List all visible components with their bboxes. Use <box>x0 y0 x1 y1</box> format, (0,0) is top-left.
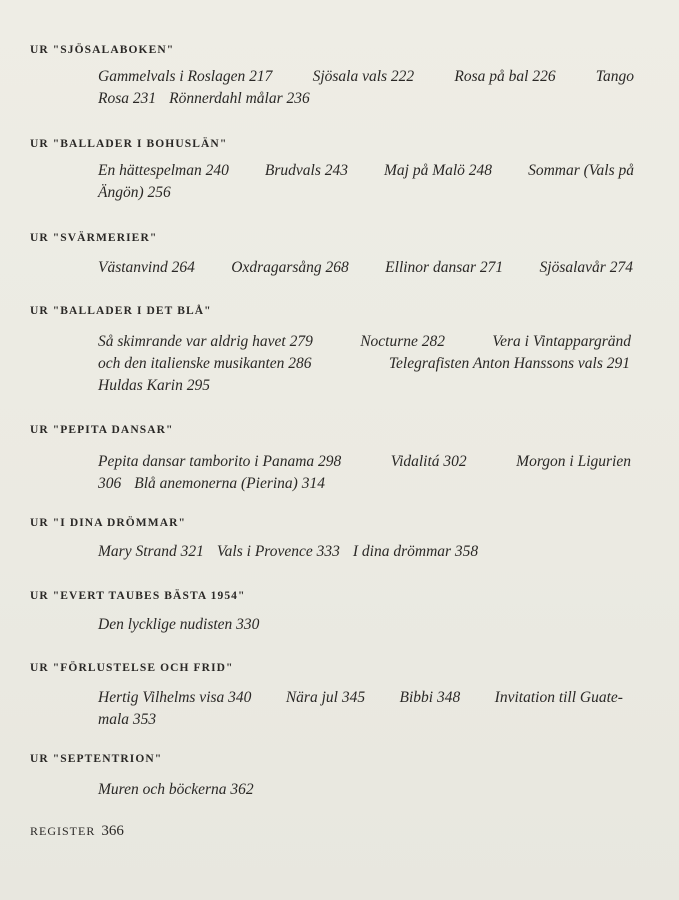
song-entry: Bibbi 348 <box>399 689 461 706</box>
section-entries <box>98 331 638 397</box>
entry-line <box>98 541 638 563</box>
song-entry: En hättespelman 240 <box>98 162 229 179</box>
section-heading: UR "SJÖSALABOKEN" <box>30 44 175 56</box>
song-entry: Brudvals 243 <box>264 162 348 179</box>
section-heading: UR "BALLADER I BOHUSLÄN" <box>30 138 228 150</box>
song-entry: Rosa på bal 226 <box>454 68 556 85</box>
entry-line <box>98 687 623 709</box>
register-page: 366 <box>101 823 124 839</box>
entry-line <box>98 257 633 279</box>
song-entry: Västanvind 264 <box>98 259 195 276</box>
entry-line <box>98 709 638 731</box>
song-entry: Gammelvals i Roslagen 217 <box>98 68 273 85</box>
song-entry: Ängön) 256 <box>98 184 171 201</box>
song-entry: Blå anemonerna (Pierina) 314 <box>134 475 325 492</box>
song-entry: Ellinor dansar 271 <box>385 259 504 276</box>
song-entry: Tango <box>595 68 634 85</box>
entry-line <box>98 473 638 495</box>
song-entry: Nocturne 282 <box>360 333 445 350</box>
song-entry: Huldas Karin 295 <box>98 377 210 394</box>
song-entry: Nära jul 345 <box>285 689 366 706</box>
song-entry: Invitation till Guate- <box>494 689 623 706</box>
song-entry: Rönnerdahl målar 236 <box>169 90 310 107</box>
song-entry: Telegrafisten Anton Hanssons vals 291 <box>388 355 630 372</box>
section-heading: UR "SVÄRMERIER" <box>30 232 158 244</box>
song-entry: mala 353 <box>98 711 157 728</box>
song-entry: Rosa 231 <box>98 90 157 107</box>
song-entry: Vidalitá 302 <box>390 453 467 470</box>
register-label: REGISTER <box>30 824 96 838</box>
song-entry: Pepita dansar tamborito i Panama 298 <box>98 453 342 470</box>
song-entry: Muren och böckerna 362 <box>98 781 254 798</box>
entry-line <box>98 331 631 353</box>
entry-line <box>98 88 638 110</box>
section-entries <box>98 779 638 801</box>
song-entry: I dina drömmar 358 <box>352 543 479 560</box>
section-heading: UR "I DINA DRÖMMAR" <box>30 517 187 529</box>
song-entry: och den italienske musikanten 286 <box>98 355 312 372</box>
entry-line <box>98 160 634 182</box>
section-entries <box>98 614 638 636</box>
song-entry: Sjösala vals 222 <box>312 68 415 85</box>
song-entry: Hertig Vilhelms visa 340 <box>98 689 252 706</box>
song-entry: Maj på Malö 248 <box>384 162 493 179</box>
section-entries <box>98 541 638 563</box>
song-entry: Sjösalavår 274 <box>539 259 633 276</box>
register-entry <box>30 823 124 840</box>
song-entry: Sommar (Vals på <box>528 162 634 179</box>
song-entry: Oxdragarsång 268 <box>231 259 349 276</box>
section-heading: UR "FÖRLUSTELSE OCH FRID" <box>30 662 234 674</box>
section-heading: UR "EVERT TAUBES BÄSTA 1954" <box>30 590 246 602</box>
song-entry: Vera i Vintappargränd <box>492 333 631 350</box>
section-entries <box>98 66 638 110</box>
entry-line <box>98 614 638 636</box>
section-entries <box>98 257 638 279</box>
song-entry: Morgon i Ligurien <box>516 453 631 470</box>
song-entry: Den lycklige nudisten 330 <box>98 616 260 633</box>
entry-line <box>98 451 631 473</box>
entry-line <box>98 375 638 397</box>
section-entries <box>98 160 638 204</box>
song-entry: 306 <box>98 475 122 492</box>
entry-line <box>98 182 638 204</box>
section-heading: UR "PEPITA DANSAR" <box>30 424 174 436</box>
section-entries <box>98 687 638 731</box>
section-entries <box>98 451 638 495</box>
section-heading: UR "BALLADER I DET BLÅ" <box>30 305 212 317</box>
song-entry: Vals i Provence 333 <box>216 543 340 560</box>
song-entry: Så skimrande var aldrig havet 279 <box>98 333 313 350</box>
entry-line <box>98 353 630 375</box>
entry-line <box>98 66 634 88</box>
song-entry: Mary Strand 321 <box>98 543 204 560</box>
section-heading: UR "SEPTENTRION" <box>30 753 163 765</box>
entry-line <box>98 779 638 801</box>
